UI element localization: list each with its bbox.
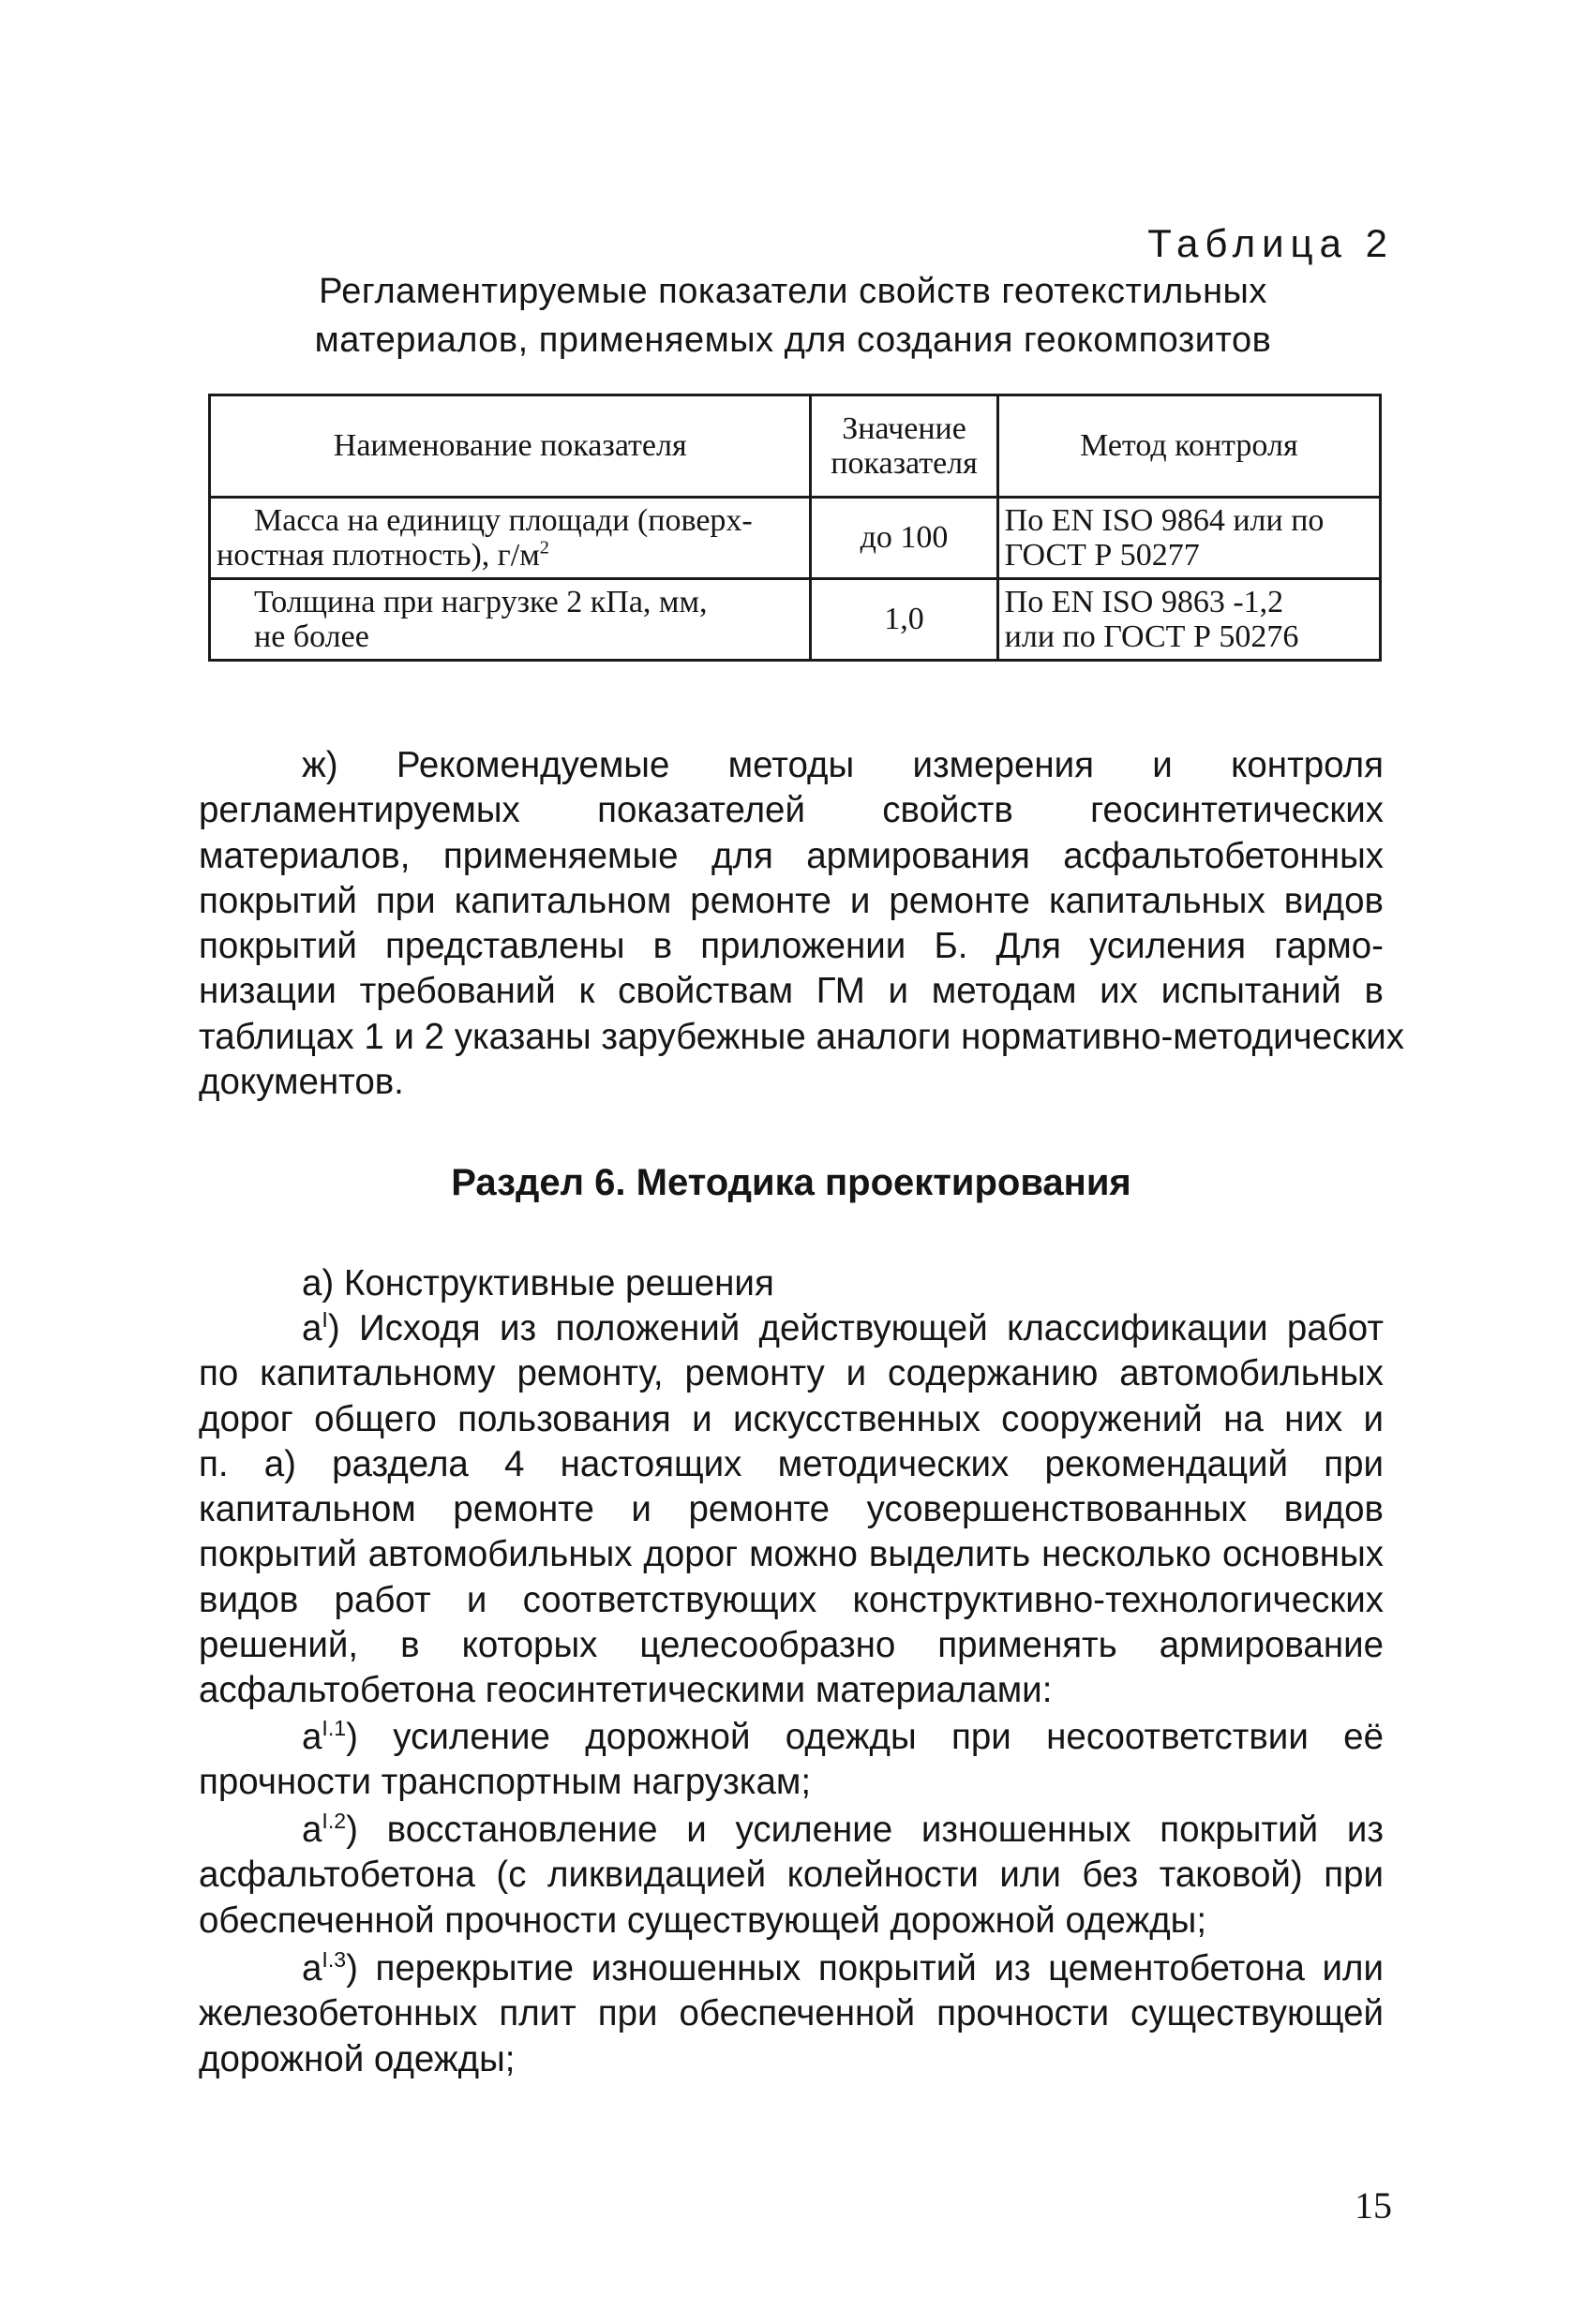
table-title-line-1: Регламентируемые показатели свойств геотекстильных — [319, 272, 1267, 311]
row-1-name — [210, 498, 811, 579]
row-2-method — [997, 579, 1380, 661]
a11-label: а — [302, 1717, 322, 1757]
a1-line-1-text: ) Исходя из положений действующей классификации работ — [327, 1308, 1384, 1348]
row-1-name-line-2 — [217, 538, 803, 573]
paragraph-zh-line: регламентируемых показателей свойств геосинтетических — [199, 790, 1384, 831]
paragraph-a1 — [199, 1306, 1384, 1714]
paragraph-a12-line: асфальтобетона (с ликвидацией колейности или без таковой) при — [199, 1855, 1384, 1896]
row-2-name — [210, 579, 811, 661]
paragraph-a11 — [199, 1715, 1384, 1806]
page-number: 15 — [1355, 2184, 1392, 2227]
item-a-line: а) Конструктивные решения — [302, 1263, 774, 1304]
paragraph-a1-line: решений, в которых целесообразно применять армирование — [199, 1625, 1384, 1666]
table-row — [210, 579, 1381, 661]
paragraph-zh-line: покрытий представлены в приложении Б. Для усиления гармо- — [199, 926, 1384, 967]
paragraph-a11-line — [199, 1715, 1384, 1760]
header-name: Наименование показателя — [210, 395, 811, 498]
row-1-method-line-1: По EN ISO 9864 или по — [1004, 502, 1325, 538]
paragraph-a1-line: дорог общего пользования и искусственных сооружений на них и — [199, 1398, 1384, 1439]
paragraph-zh-line: таблицах 1 и 2 указаны зарубежные аналоги нормативно-методических — [199, 1016, 1404, 1057]
a11-line-1-text: ) усиление дорожной одежды при несоответствии её — [346, 1717, 1384, 1757]
row-2-value: 1,0 — [811, 579, 997, 661]
row-2-method-line-2: или по ГОСТ Р 50276 — [1004, 619, 1299, 654]
header-value — [811, 395, 997, 498]
paragraph-a13-line — [199, 1946, 1384, 1991]
paragraph-a1-line: п. а) раздела 4 настоящих методических рекомендаций при — [199, 1443, 1384, 1484]
paragraph-a1-line — [199, 1306, 1384, 1351]
row-1-method-line-2: ГОСТ Р 50277 — [1004, 538, 1200, 573]
a12-line-1-text: ) восстановление и усиление изношенных покрытий из — [346, 1810, 1384, 1850]
paragraph-a1-line: по капитальному ремонту, ремонту и содержанию автомобильных — [199, 1353, 1384, 1394]
paragraph-a13-line: дорожной одежды; — [199, 2038, 516, 2079]
a12-label: а — [302, 1810, 322, 1850]
row-1-name-unit-sup: 2 — [539, 537, 549, 559]
row-1-value: до 100 — [811, 498, 997, 579]
row-1-method — [997, 498, 1380, 579]
paragraph-zh — [199, 743, 1404, 1105]
paragraph-zh-line: низации требований к свойствам ГМ и методам их испытаний в — [199, 971, 1384, 1012]
a13-sup: I.3 — [322, 1947, 347, 1973]
a1-sup: I — [322, 1307, 328, 1333]
section-title: Раздел 6. Методика проектирования — [451, 1162, 1131, 1203]
a13-label: а — [302, 1948, 322, 1989]
row-2-method-line-1: По EN ISO 9863 -1,2 — [1004, 584, 1284, 619]
table-title-line-2: материалов, применяемых для создания геокомпозитов — [314, 320, 1272, 360]
row-2-name-line-2: не более — [254, 619, 369, 654]
row-1-name-line-1: Масса на единицу площади (поверх- — [254, 502, 753, 538]
paragraph-a13 — [199, 1946, 1384, 2082]
a1-label: а — [302, 1308, 322, 1348]
paragraph-zh-line: ж) Рекомендуемые методы измерения и контроля — [302, 745, 1384, 785]
header-method: Метод контроля — [997, 395, 1380, 498]
parameters-table — [208, 394, 1382, 662]
paragraph-a11-line: прочности транспортным нагрузкам; — [199, 1762, 812, 1803]
paragraph-a12 — [199, 1808, 1384, 1944]
paragraph-zh-line: покрытий при капитальном ремонте и ремонте капитальных видов — [199, 880, 1384, 921]
item-a — [199, 1261, 1384, 1306]
paragraph-a1-line: капитальном ремонте и ремонте усовершенствованных видов — [199, 1489, 1384, 1530]
a12-sup: I.2 — [322, 1809, 347, 1834]
table-caption: Таблица 2 — [1147, 221, 1394, 265]
paragraph-zh-line: документов. — [199, 1062, 404, 1103]
table-header-row — [210, 395, 1381, 498]
paragraph-a12-line — [199, 1808, 1384, 1853]
table-row — [210, 498, 1381, 579]
paragraph-a12-line: обеспеченной прочности существующей дорожной одежды; — [199, 1899, 1207, 1941]
paragraph-zh-line: материалов, применяемые для армирования асфальтобетонных — [199, 835, 1384, 876]
a13-line-1-text: ) перекрытие изношенных покрытий из цементобетона или — [346, 1948, 1384, 1989]
a11-sup: I.1 — [322, 1716, 347, 1741]
row-1-name-line-2-text: ностная плотность), г/м — [217, 538, 540, 573]
paragraph-a13-line: железобетонных плит при обеспеченной прочности существующей — [199, 1993, 1384, 2034]
paragraph-a1-line: покрытий автомобильных дорог можно выделить несколько основных — [199, 1534, 1384, 1575]
header-value-line-1: Значение — [842, 410, 966, 446]
header-value-line-2: показателя — [831, 446, 978, 481]
paragraph-a1-line: видов работ и соответствующих конструктивно-технологических — [199, 1579, 1384, 1620]
row-2-name-line-1: Толщина при нагрузке 2 кПа, мм, — [254, 584, 708, 619]
paragraph-a1-line: асфальтобетона геосинтетическими материалами: — [199, 1670, 1053, 1711]
